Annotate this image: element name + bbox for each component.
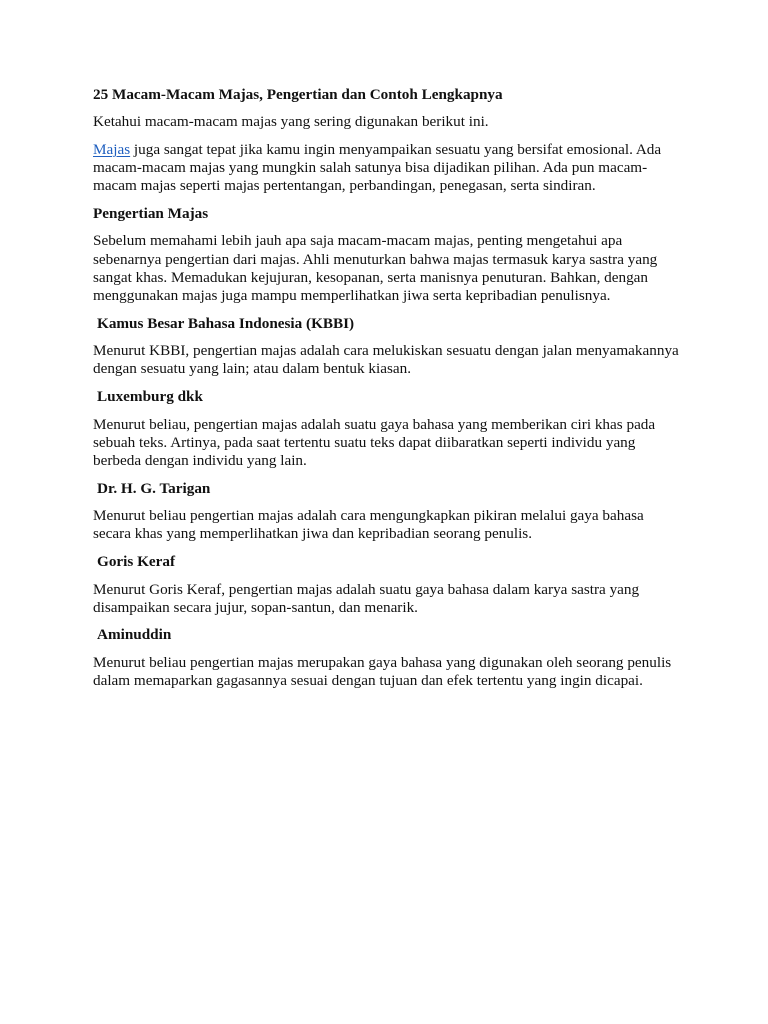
document-title: 25 Macam-Macam Majas, Pengertian dan Contoh Lengkapnya [93, 86, 503, 103]
document-page [93, 86, 683, 700]
section-heading-kbbi: Kamus Besar Bahasa Indonesia (KBBI) [97, 314, 355, 332]
section-heading-goris-keraf: Goris Keraf [97, 552, 176, 570]
majas-link[interactable]: Majas [93, 140, 131, 158]
section-heading-tarigan: Dr. H. G. Tarigan [97, 479, 211, 497]
section-body-pengertian-majas: Sebelum memahami lebih jauh apa saja macam-macam majas, penting mengetahui apa sebenarnya pengertian dari majas. Ahli menuturkan bahwa majas termasuk karya sastra yang sangat khas. Memadukan kejujuran, kesopanan, serta manisnya penuturan. Bahkan, dengan menggunakan majas juga mampu memperlihatkan jiwa serta kepribadian penulisnya. [93, 232, 658, 304]
intro-paragraph: Ketahui macam-macam majas yang sering digunakan berikut ini. [93, 113, 489, 131]
section-body-luxemburg: Menurut beliau, pengertian majas adalah suatu gaya bahasa yang memberikan ciri khas pada sebuah teks. Artinya, pada saat tertentu suatu teks dapat diibaratkan seperti individu yang berbeda dengan individu yang lain. [93, 415, 656, 469]
section-heading-pengertian-majas: Pengertian Majas [93, 204, 209, 222]
section-heading-luxemburg: Luxemburg dkk [97, 387, 203, 405]
lead-paragraph [93, 141, 683, 196]
section-body-kbbi: Menurut KBBI, pengertian majas adalah cara melukiskan sesuatu dengan jalan menyamakannya dengan sesuatu yang lain; atau dalam bentuk kiasan. [93, 342, 679, 378]
section-body-aminuddin: Menurut beliau pengertian majas merupakan gaya bahasa yang digunakan oleh seorang penulis dalam memaparkan gagasannya sesuai dengan tujuan dan efek tertentu yang ingin dicapai. [93, 653, 672, 690]
section-heading-aminuddin: Aminuddin [97, 626, 172, 644]
section-body-tarigan: Menurut beliau pengertian majas adalah cara mengungkapkan pikiran melalui gaya bahasa secara khas yang memperlihatkan jiwa dan kepribadian seorang penulis. [93, 507, 644, 543]
lead-paragraph-text: juga sangat tepat jika kamu ingin menyampaikan sesuatu yang bersifat emosional. Ada macam-macam majas yang mungkin salah satunya bisa dijadikan pilihan. Ada pun macam-macam majas seperti majas pertentangan, perbandingan, penegasan, serta sindiran. [93, 140, 662, 195]
section-body-goris-keraf: Menurut Goris Keraf, pengertian majas adalah suatu gaya bahasa dalam karya sastra yang disampaikan secara jujur, sopan-santun, dan menarik. [93, 580, 640, 616]
